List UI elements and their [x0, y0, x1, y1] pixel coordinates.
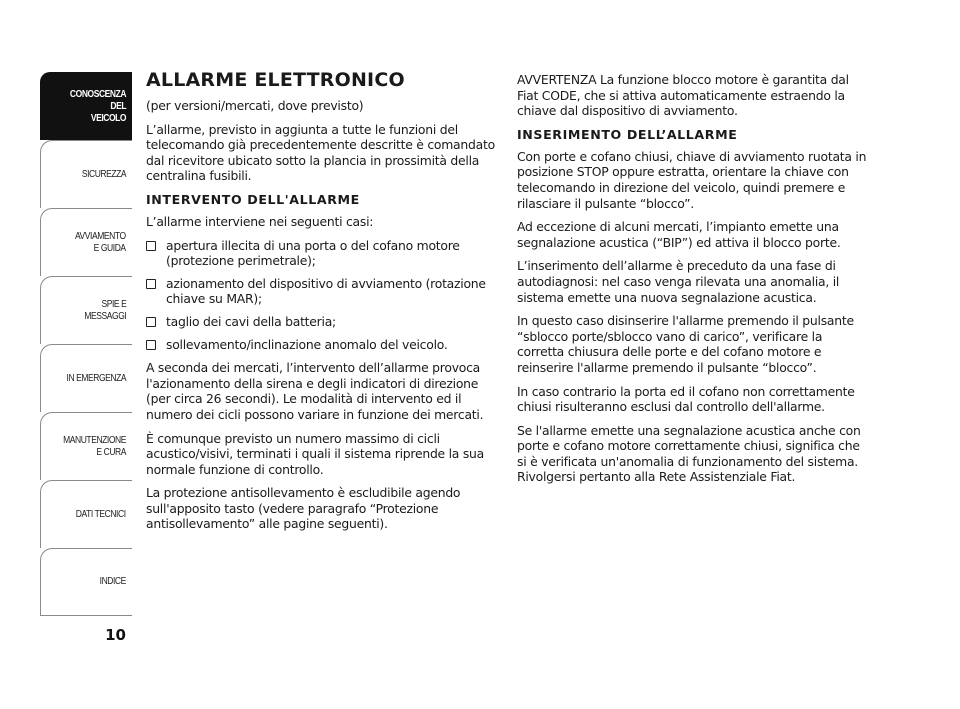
- tab-label: SPIE E MESSAGGI: [84, 298, 126, 322]
- tab-label: IN EMERGENZA: [66, 372, 126, 384]
- tab-label: SICUREZZA: [81, 168, 126, 180]
- paragraph: Ad eccezione di alcuni mercati, l’impianto emette una segnalazione acustica (“BIP”) ed attiva il blocco porte.: [517, 219, 841, 250]
- list-item: [146, 337, 498, 353]
- tab-label: CONOSCENZA DEL VEICOLO: [69, 88, 126, 124]
- paragraph: È comunque previsto un numero massimo di cicli acustico/visivi, terminati i quali il sistema riprende la sua normale funzione di controllo.: [146, 430, 484, 477]
- section-heading: INSERIMENTO DELL’ALLARME: [517, 126, 738, 142]
- list-item-text: taglio dei cavi della batteria;: [166, 313, 336, 329]
- tab-in-emergenza[interactable]: [40, 344, 132, 412]
- list-item: [146, 276, 498, 307]
- paragraph: Se l'allarme emette una segnalazione acustica anche con porte e cofano motore correttamente chiusi, significa che si è verificata un'anomalia di funzionamento del sistema. Rivolgersi pertanto alla Rete Assistenziale Fiat.: [517, 422, 861, 485]
- tab-avviamento-e-guida[interactable]: [40, 208, 132, 276]
- page-number: 10: [105, 626, 126, 644]
- paragraph: La protezione antisollevamento è escludibile agendo sull'apposito tasto (vedere paragrafo “Protezione antisollevamento” alle pagine seguenti).: [146, 485, 461, 532]
- tab-label: DATI TECNICI: [76, 508, 126, 520]
- tab-sicurezza[interactable]: [40, 140, 132, 208]
- list-item-text: apertura illecita di una porta o del cofano motore (protezione perimetrale);: [166, 237, 460, 269]
- tab-label: AVVIAMENTO E GUIDA: [75, 230, 126, 254]
- chapter-index-sidebar: [40, 72, 132, 616]
- tab-manutenzione-e-cura[interactable]: [40, 412, 132, 480]
- tab-label: MANUTENZIONE E CURA: [63, 434, 126, 458]
- tab-indice[interactable]: [40, 548, 132, 616]
- left-column: [146, 68, 498, 540]
- cases-intro: L’allarme interviene nei seguenti casi:: [146, 213, 374, 229]
- checkbox-bullet-icon: [146, 317, 156, 327]
- paragraph: Con porte e cofano chiusi, chiave di avviamento ruotata in posizione STOP oppure estratta, orientare la chiave con telecomando in direzione del veicolo, quindi premere e rilasciare il pulsante “blocco”.: [517, 148, 867, 211]
- tab-conoscenza-del-veicolo[interactable]: [40, 72, 132, 140]
- tab-spie-e-messaggi[interactable]: [40, 276, 132, 344]
- list-item-text: sollevamento/inclinazione anomalo del veicolo.: [166, 336, 448, 352]
- checkbox-bullet-icon: [146, 279, 156, 289]
- section-heading: INTERVENTO DELL'ALLARME: [146, 191, 360, 207]
- paragraph: In caso contrario la porta ed il cofano non correttamente chiusi risulteranno esclusi dal controllo dell'allarme.: [517, 383, 855, 415]
- subtitle: (per versioni/mercati, dove previsto): [146, 98, 364, 113]
- cases-list: [146, 238, 498, 353]
- right-column: [517, 72, 872, 493]
- tab-dati-tecnici[interactable]: [40, 480, 132, 548]
- tab-label: INDICE: [99, 576, 126, 587]
- list-item: [146, 314, 498, 330]
- paragraph: L’inserimento dell’allarme è preceduto da una fase di autodiagnosi: nel caso venga rilevata una anomalia, il sistema emette una nuova segnalazione acustica.: [517, 258, 840, 305]
- paragraph: In questo caso disinserire l'allarme premendo il pulsante “sblocco porte/sblocco vano di carico”, verificare la corretta chiusura delle porte e del cofano motore e reinserire l'allarme premendo il pulsante “blocco”.: [517, 313, 854, 375]
- paragraph: A seconda dei mercati, l’intervento dell’allarme provoca l'azionamento della sirena e degli indicatori di direzione (per circa 26 secondi). Le modalità di intervento ed il numero dei cicli possono variare in funzione dei mercati.: [146, 360, 484, 422]
- list-item-text: azionamento del dispositivo di avviamento (rotazione chiave su MAR);: [166, 275, 486, 307]
- list-item: [146, 238, 498, 269]
- warning-note: AVVERTENZA La funzione blocco motore è garantita dal Fiat CODE, che si attiva automaticamente estraendo la chiave dal dispositivo di avviamento.: [517, 72, 849, 119]
- checkbox-bullet-icon: [146, 241, 156, 251]
- page-title: ALLARME ELETTRONICO: [146, 69, 405, 91]
- checkbox-bullet-icon: [146, 340, 156, 350]
- intro-paragraph: L’allarme, previsto in aggiunta a tutte le funzioni del telecomando già precedentemente descritte è comandato dal ricevitore ubicato sotto la plancia in prossimità della centralina fusibili.: [146, 121, 495, 184]
